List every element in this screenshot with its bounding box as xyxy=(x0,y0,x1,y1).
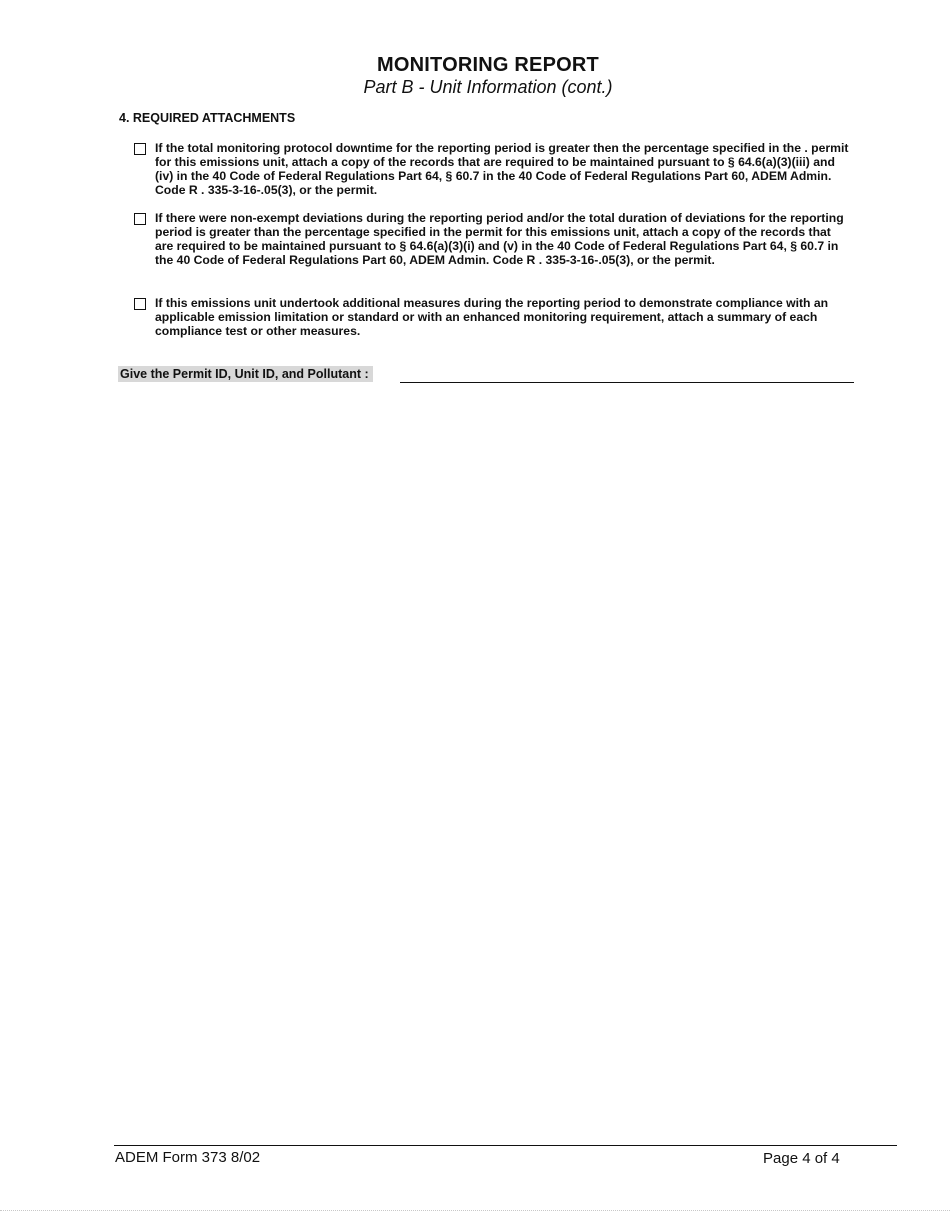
footer-divider xyxy=(114,1145,897,1146)
form-id: ADEM Form 373 8/02 xyxy=(115,1149,261,1166)
page-number: Page 4 of 4 xyxy=(763,1150,840,1167)
section-heading: 4. REQUIRED ATTACHMENTS xyxy=(119,111,296,125)
scan-edge-line xyxy=(0,1210,950,1211)
attachment-item-text: If there were non-exempt deviations during the reporting period and/or the total duration of deviations for the reporting period is greater than the percentage specified in the permit for this emissions unit, attach a copy of the records that are required to be maintained pursuant to § 64.6(a)(3)(i) and (v) in the 40 Code of Federal Regulations Part 64, § 60.7 in the 40 Code of Federal Regulations Part 60, ADEM Admin. Code R . 335-3-16-.05(3), or the permit. xyxy=(155,211,844,268)
permit-id-input[interactable] xyxy=(400,366,854,383)
downtime-records-checkbox[interactable] xyxy=(134,143,146,155)
attachment-item-additional-measures xyxy=(134,296,852,338)
permit-id-row xyxy=(118,366,856,384)
report-title: MONITORING REPORT xyxy=(377,54,599,76)
report-subtitle: Part B - Unit Information (cont.) xyxy=(363,77,613,97)
permit-id-label: Give the Permit ID, Unit ID, and Pollutant : xyxy=(118,366,373,382)
deviation-records-checkbox[interactable] xyxy=(134,213,146,225)
attachment-item-deviations xyxy=(134,211,852,267)
attachment-item-text: If this emissions unit undertook additional measures during the reporting period to demonstrate compliance with an applicable emission limitation or standard or with an enhanced monitoring requirement, attach a summary of each compliance test or other measures. xyxy=(155,296,829,339)
attachment-item-text: If the total monitoring protocol downtime for the reporting period is greater then the percentage specified in the . permit for this emissions unit, attach a copy of the records that are required to be maintained pursuant to § 64.6(a)(3)(iii) and (iv) in the 40 Code of Federal Regulations Part 64, § 60.7 in the 40 Code of Federal Regulations Part 60, ADEM Admin. Code R . 335-3-16-.05(3), or the permit. xyxy=(155,141,849,198)
attachment-item-downtime xyxy=(134,141,852,197)
additional-measures-checkbox[interactable] xyxy=(134,298,146,310)
